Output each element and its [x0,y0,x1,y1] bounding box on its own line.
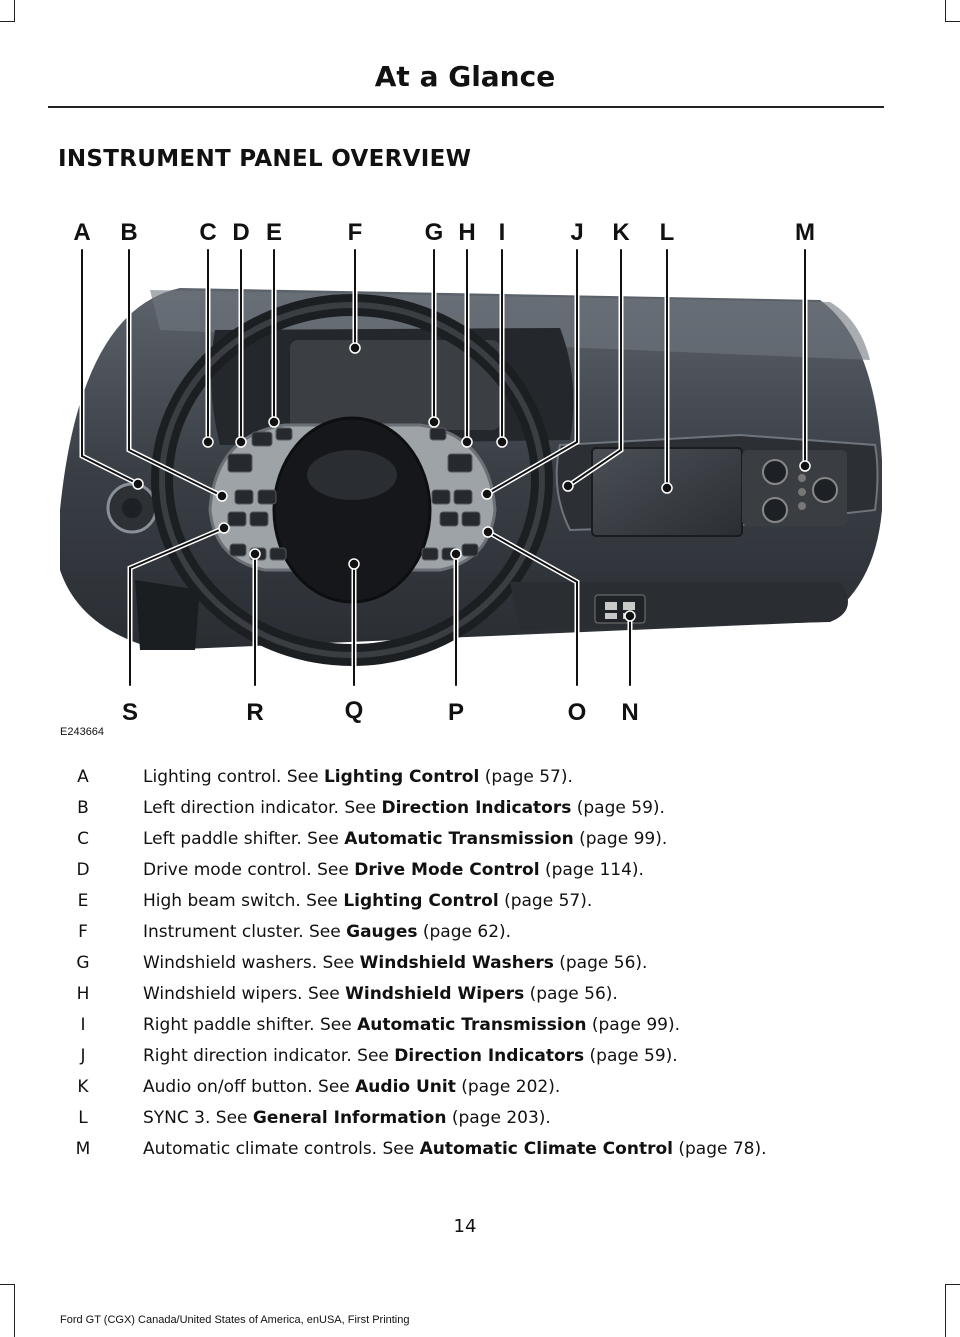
crop-mark-top-right-v [945,0,946,22]
legend-text: Automatic climate controls. See Automatic Climate Control (page 78). [143,1139,767,1159]
legend-letter: C [77,829,89,849]
dashboard-illustration [60,288,882,655]
callout-m: M [795,219,815,246]
callout-h: H [458,219,476,246]
crop-mark-bottom-left-h [0,1284,14,1285]
legend-item [0,1134,960,1165]
crop-mark-top-right-h [946,21,960,22]
legend-letter: M [75,1139,91,1159]
legend-letter: D [76,860,90,880]
callout-a: A [73,219,91,246]
figure-code: E243664 [60,726,105,738]
cross-reference-link[interactable]: Lighting Control [323,767,480,787]
crop-mark-bottom-right-h [946,1284,960,1285]
legend-text: Instrument cluster. See Gauges (page 62). [143,922,512,942]
cross-reference-link[interactable]: Automatic Climate Control [419,1139,673,1159]
callout-j: J [570,219,584,246]
callout-i: I [498,219,506,246]
crop-mark-bottom-right-v [945,1284,946,1337]
legend-item [0,979,960,1010]
legend-item [0,824,960,855]
cross-reference-link[interactable]: Automatic Transmission [357,1015,587,1035]
cross-reference-link[interactable]: Direction Indicators [394,1046,585,1066]
legend-text: High beam switch. See Lighting Control (page 57). [143,891,593,911]
legend-letter: G [76,953,90,973]
legend-text: Right direction indicator. See Direction Indicators (page 59). [143,1046,678,1066]
legend-letter: L [78,1108,88,1128]
page-header-title: At a Glance [374,60,556,93]
legend-text: Audio on/off button. See Audio Unit (page 202). [143,1077,561,1097]
legend-list [0,762,960,1165]
legend-item [0,917,960,948]
legend-item [0,1072,960,1103]
callout-o: O [567,699,587,726]
callout-q: Q [344,697,364,724]
legend-item [0,1010,960,1041]
cross-reference-link[interactable]: Audio Unit [355,1077,456,1097]
legend-letter: H [76,984,90,1004]
cross-reference-link[interactable]: General Information [252,1108,447,1128]
legend-item [0,948,960,979]
legend-item [0,793,960,824]
legend-item [0,855,960,886]
callout-b: B [120,219,138,246]
legend-text: Lighting control. See Lighting Control (page 57). [143,767,573,787]
callout-p: P [447,699,465,726]
legend-text: Drive mode control. See Drive Mode Control (page 114). [143,860,644,880]
callout-n: N [621,699,639,726]
legend-text: Left paddle shifter. See Automatic Transmission (page 99). [143,829,668,849]
section-title: INSTRUMENT PANEL OVERVIEW [58,146,472,172]
callout-l: L [659,219,675,246]
callout-g: G [424,219,444,246]
legend-letter: F [78,922,88,942]
instrument-panel-figure [40,210,890,740]
callout-c: C [199,219,217,246]
cross-reference-link[interactable]: Lighting Control [343,891,499,911]
page-number: 14 [453,1216,477,1237]
cross-reference-link[interactable]: Drive Mode Control [354,860,540,880]
legend-text: SYNC 3. See General Information (page 203). [143,1108,551,1128]
legend-letter: B [77,798,89,818]
legend-letter: K [77,1077,89,1097]
callout-f: F [347,219,363,246]
cross-reference-link[interactable]: Windshield Wipers [345,984,525,1004]
legend-text: Right paddle shifter. See Automatic Transmission (page 99). [143,1015,681,1035]
legend-letter: E [77,891,89,911]
crop-mark-top-left-v [14,0,15,22]
callout-d: D [232,219,250,246]
callout-k: K [612,219,630,246]
legend-item [0,1103,960,1134]
legend-letter: A [77,767,89,787]
callout-s: S [121,699,139,726]
legend-text: Left direction indicator. See Direction Indicators (page 59). [143,798,665,818]
header-rule [48,106,884,108]
cross-reference-link[interactable]: Gauges [346,922,418,942]
callout-e: E [265,219,283,246]
cross-reference-link[interactable]: Direction Indicators [381,798,572,818]
legend-text: Windshield washers. See Windshield Washers (page 56). [143,953,648,973]
legend-letter: J [80,1046,86,1066]
legend-item [0,1041,960,1072]
legend-letter: I [80,1015,86,1035]
legend-text: Windshield wipers. See Windshield Wipers (page 56). [143,984,618,1004]
legend-item [0,886,960,917]
crop-mark-bottom-left-v [14,1284,15,1337]
crop-mark-top-left-h [0,21,14,22]
legend-item [0,762,960,793]
footer-text: Ford GT (CGX) Canada/United States of America, enUSA, First Printing [60,1314,410,1326]
cross-reference-link[interactable]: Automatic Transmission [344,829,574,849]
callout-r: R [246,699,264,726]
cross-reference-link[interactable]: Windshield Washers [359,953,554,973]
